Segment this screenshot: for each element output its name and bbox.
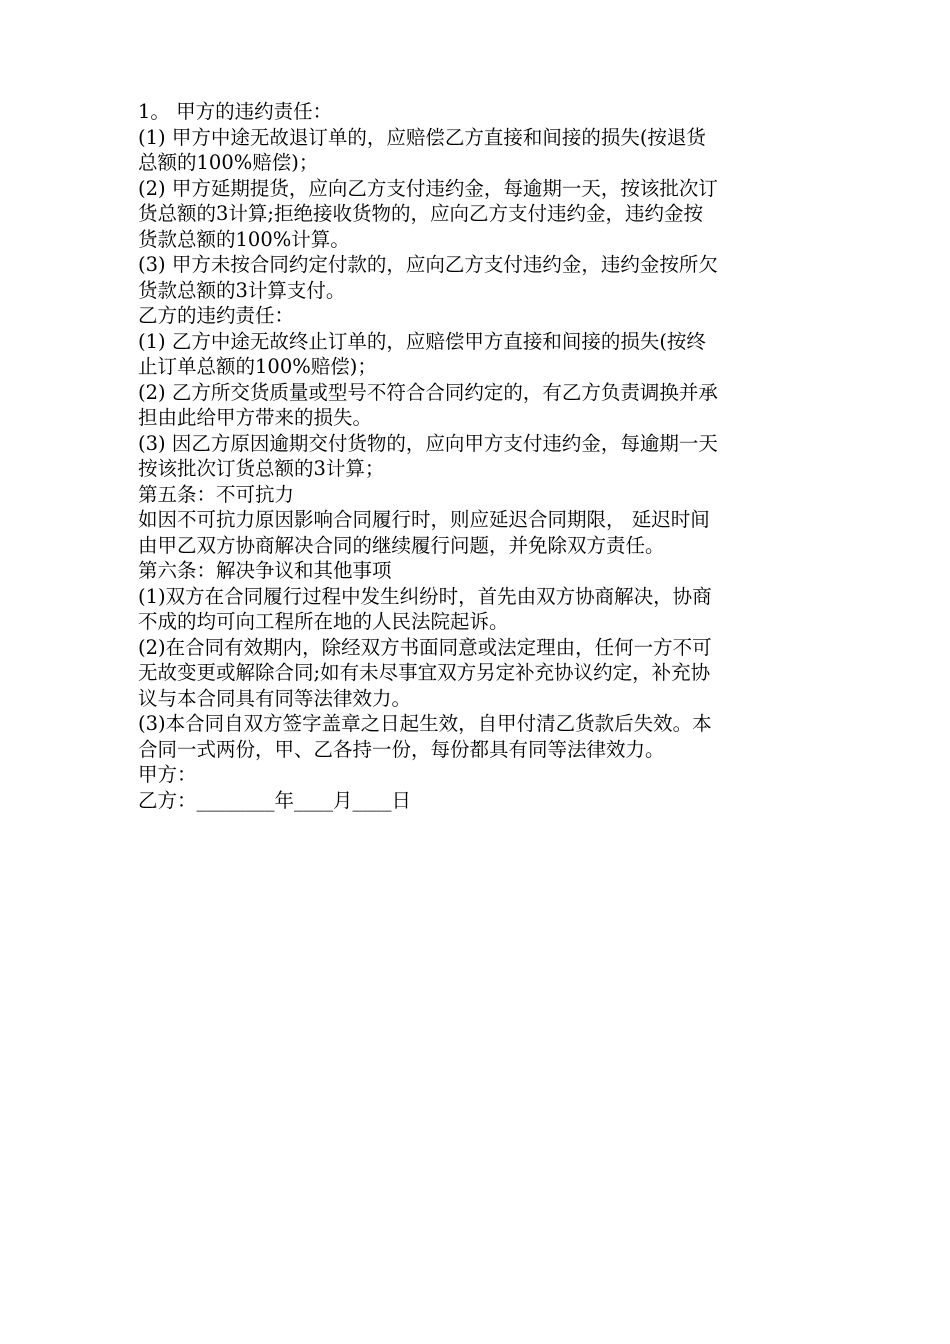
text-line: (1)双方在合同履行过程中发生纠纷时，首先由双方协商解决，协商: [138, 584, 712, 608]
text-line: (1) 乙方中途无故终止订单的，应赔偿甲方直接和间接的损失(按终: [138, 329, 706, 353]
text-line: 货款总额的100%计算。: [138, 227, 350, 251]
text-line: 1。 甲方的违约责任：: [138, 100, 333, 123]
signature-party-a: 甲方：: [138, 763, 197, 786]
text-line: 按该批次订货总额的3计算；: [138, 457, 385, 480]
text-line: (2) 甲方延期提货，应向乙方支付违约金，每逾期一天，按该批次订: [138, 176, 718, 200]
text-line: 议与本合同具有同等法律效力。: [138, 686, 412, 710]
text-line: (3) 甲方未按合同约定付款的，应向乙方支付违约金，违约金按所欠: [138, 253, 718, 276]
section-heading: 乙方的违约责任：: [138, 304, 295, 327]
section-heading: 第六条：解决争议和其他事项: [138, 559, 392, 582]
text-line: (1) 甲方中途无故退订单的，应赔偿乙方直接和间接的损失(按退货: [138, 125, 706, 149]
text-line: (3)本合同自双方签字盖章之日起生效，自甲付清乙货款后失效。本: [138, 712, 712, 735]
text-line: 总额的100%赔偿)；: [138, 151, 319, 174]
text-line: 无故变更或解除合同;如有未尽事宜双方另定补充协议约定，补充协: [138, 661, 711, 684]
text-line: 止订单总额的100%赔偿)；: [138, 355, 377, 378]
text-line: 不成的均可向工程所在地的人民法院起诉。: [138, 610, 509, 633]
text-line: (2)在合同有效期内，除经双方书面同意或法定理由，任何一方不可: [138, 635, 712, 659]
section-heading: 第五条：不可抗力: [138, 482, 295, 506]
signature-party-b-date: 乙方：________年____月____日: [138, 788, 412, 812]
text-line: (2) 乙方所交货质量或型号不符合合同约定的，有乙方负责调换并承: [138, 380, 718, 404]
text-line: 货款总额的3计算支付。: [138, 278, 346, 302]
text-line: 由甲乙双方协商解决合同的继续履行问题，并免除双方责任。: [138, 533, 665, 557]
text-line: 货总额的3计算;拒绝接收货物的，应向乙方支付违约金，违约金按: [138, 202, 703, 225]
text-line: (3) 因乙方原因逾期交付货物的，应向甲方支付违约金，每逾期一天: [138, 431, 718, 455]
text-line: 如因不可抗力原因影响合同履行时，则应延迟合同期限， 延迟时间: [138, 508, 710, 531]
text-line: 合同一式两份，甲、乙各持一份，每份都具有同等法律效力。: [138, 737, 665, 761]
contract-text-body: [138, 99, 814, 813]
text-line: 担由此给甲方带来的损失。: [138, 406, 373, 429]
